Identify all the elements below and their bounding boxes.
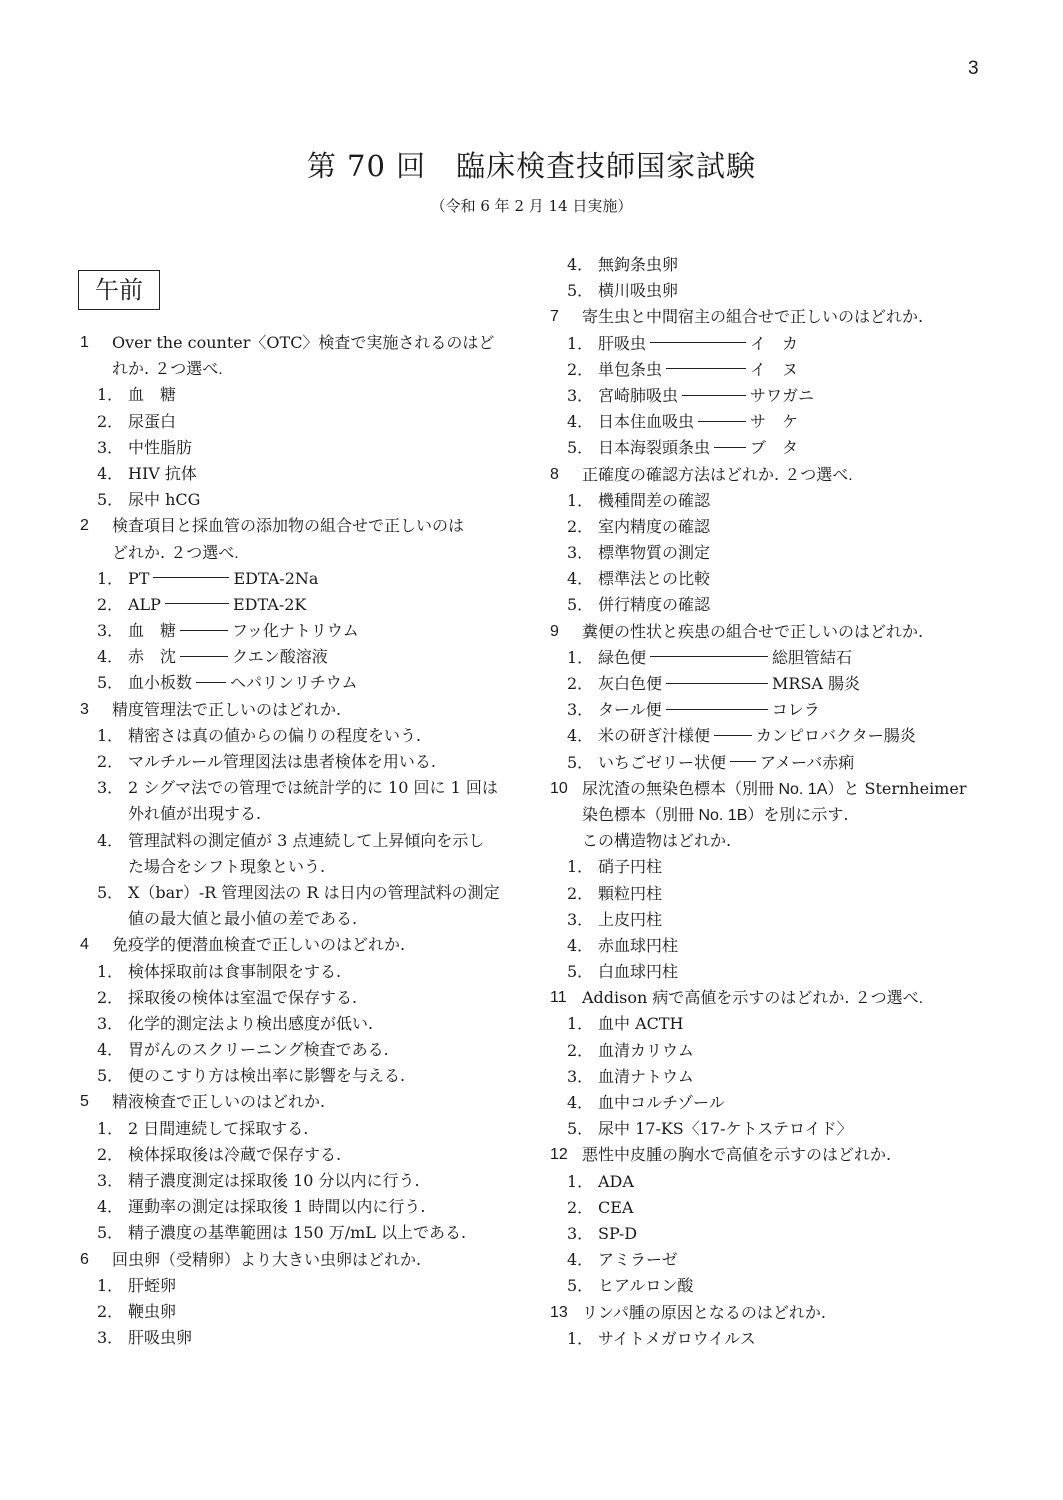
exam-date: （令和 6 年 2 月 14 日実施） [430, 197, 633, 215]
choice: 2． 顆粒円柱 [550, 881, 1000, 907]
pair-right: コレラ [771, 700, 820, 720]
question-text: 検査項目と採血管の添加物の組合せで正しいのは [112, 516, 465, 536]
choice-text: 運動率の測定は採取後 1 時間以内に行う. [128, 1197, 426, 1217]
choice: 1． ADA [550, 1169, 1000, 1195]
choice: 1． 2 日間連続して採取する. [80, 1116, 520, 1142]
question-number: 6 [80, 1250, 89, 1268]
pair-right: ブ タ [750, 438, 799, 458]
question-text: れか. [112, 359, 150, 379]
connector-line [165, 603, 229, 604]
choice: 2． 採取後の検体は室温で保存する. [80, 985, 520, 1011]
choice-text: 上皮円柱 [598, 909, 663, 929]
choice: 1． PT EDTA-2Na [80, 566, 520, 592]
choice-text: ADA [598, 1171, 634, 1191]
choice: 2． ALP EDTA-2K [80, 592, 520, 618]
choice: 5． 便のこすり方は検出率に影響を与える. [80, 1063, 520, 1089]
choice: 3． 化学的測定法より検出感度が低い. [80, 1011, 520, 1037]
choice-text: 血 糖 [128, 385, 177, 405]
choice: 5． 精子濃度の基準範囲は 150 万/mL 以上である. [80, 1220, 520, 1246]
question-number: 4 [80, 936, 89, 954]
pair-right: サワガニ [750, 385, 815, 405]
choice: 2． 灰白色便 MRSA 腸炎 [550, 671, 1000, 697]
choice-text: 管理試料の測定値が 3 点連続して上昇傾向を示し [128, 830, 485, 850]
choice-text: X（bar）-R 管理図法の R は日内の管理試料の測定 [128, 882, 500, 902]
choice: 1． 検体採取前は食事制限をする. [80, 959, 520, 985]
connector-line [730, 761, 756, 762]
choice-text: 2 シグマ法での管理では統計学的に 10 回に 1 回は [128, 778, 498, 798]
choice-text: SP-D [598, 1223, 638, 1243]
choice: 4． 日本住血吸虫 サ ケ [550, 409, 1000, 435]
choice: 4． 血中コルチゾール [550, 1090, 1000, 1116]
question-text: 正確度の確認方法はどれか. [582, 464, 780, 484]
question-number: 5 [80, 1093, 89, 1111]
right-column [550, 252, 1000, 1352]
choice: 3． 血清ナトウム [550, 1064, 1000, 1090]
choice-text: 血清カリウム [598, 1040, 694, 1060]
choice-text: 硝子円柱 [598, 857, 663, 877]
question-1 [80, 330, 520, 356]
choice-text: 無鉤条虫卵 [598, 255, 679, 274]
appendix-ref: 別冊 No. 1B [662, 806, 748, 824]
choice-text: 中性脂肪 [128, 437, 193, 457]
question-text: 回虫卵（受精卵）より大きい虫卵はどれか. [112, 1249, 422, 1269]
session-label: 午前 [78, 270, 160, 310]
question-8: 8 正確度の確認方法はどれか. ２つ選べ. [550, 462, 1000, 488]
select-two-instruction: ２つ選べ [784, 466, 849, 484]
question-12 [550, 1142, 1000, 1168]
question-text: この構造物はどれか. [582, 831, 732, 851]
connector-line [682, 395, 746, 396]
choice-text: 2 日間連続して採取する. [128, 1118, 309, 1138]
pair-right: サ ケ [750, 412, 799, 432]
choice-text: 赤血球円柱 [598, 935, 679, 955]
pair-right: イ カ [750, 333, 799, 353]
choice-text: ヒアルロン酸 [598, 1276, 694, 1296]
pair-right: アメーバ赤痢 [760, 752, 855, 772]
choice-text: 併行精度の確認 [598, 595, 711, 615]
connector-line [666, 368, 746, 369]
question-number: 8 [550, 465, 559, 483]
choice: 3． 宮崎肺吸虫 サワガニ [550, 383, 1000, 409]
choice: 5． 白血球円柱 [550, 959, 1000, 985]
choice: 3． 血 糖 フッ化ナトリウム [80, 618, 520, 644]
appendix-ref: 別冊 No. 1A [742, 780, 828, 798]
choice: 5． 横川吸虫卵 [550, 278, 1000, 304]
question-text-cont: れか. ２つ選べ. [112, 359, 223, 379]
question-text: Addison 病で高値を示すのはどれか. [582, 988, 850, 1008]
choice: 3． 上皮円柱 [550, 907, 1000, 933]
choice-text: 血清ナトウム [598, 1066, 694, 1086]
choice-text-cont: た場合をシフト現象という. [128, 856, 326, 876]
question-13 [550, 1300, 1000, 1326]
pair-left: ALP [128, 594, 161, 614]
question-2 [80, 513, 520, 539]
choice: 1． 精密さは真の値からの偏りの程度をいう. [80, 723, 520, 749]
pair-left: 血小板数 [128, 673, 193, 693]
choice: 2． 検体採取後は冷蔵で保存する. [80, 1142, 520, 1168]
question-text: どれか. [112, 542, 166, 562]
question-number: 10 [550, 779, 568, 797]
choice: 4． 米の研ぎ汁様便 カンピロバクター腸炎 [550, 723, 1000, 749]
question-number: 13 [550, 1303, 568, 1321]
choice: 1． 肝吸虫 イ カ [550, 331, 1000, 357]
pair-left: 単包条虫 [598, 359, 663, 379]
choice: 5． 日本海裂頭条虫 ブ タ [550, 435, 1000, 461]
connector-line [698, 421, 746, 422]
pair-left: 日本住血吸虫 [598, 412, 695, 432]
choice: 2． CEA [550, 1195, 1000, 1221]
choice-text: 肝蛭卵 [128, 1275, 177, 1295]
question-4 [80, 932, 520, 958]
pair-left: 血 糖 [128, 621, 177, 641]
choice-text: 尿中 17-KS〈17-ケトステロイド〉 [598, 1119, 853, 1139]
question-text: 染色標本（ [582, 804, 663, 824]
choice: 1． 肝蛭卵 [80, 1273, 520, 1299]
pair-left: 宮崎肺吸虫 [598, 385, 679, 405]
question-text-cont [550, 828, 1000, 854]
question-number: 12 [550, 1146, 568, 1164]
question-text-cont [550, 802, 1000, 828]
choice-text: 尿蛋白 [128, 411, 177, 431]
connector-line [666, 709, 768, 710]
left-column [80, 330, 520, 1351]
connector-line [714, 447, 746, 448]
pair-right: カンピロバクター腸炎 [756, 726, 916, 746]
choice: 1． 血中 ACTH [550, 1011, 1000, 1037]
pair-left: 灰白色便 [598, 674, 663, 693]
exam-title: 第 70 回 臨床検査技師国家試験 [306, 149, 757, 183]
choice: 3． 2 シグマ法での管理では統計学的に 10 回に 1 回は [80, 775, 520, 801]
question-10 [550, 776, 1000, 802]
pair-right: EDTA-2K [232, 594, 307, 614]
choice-text: 標準法との比較 [598, 569, 711, 589]
pair-right: ヘパリンリチウム [230, 673, 358, 693]
question-6 [80, 1247, 520, 1273]
choice: 2． 単包条虫 イ ヌ [550, 357, 1000, 383]
pair-right: EDTA-2Na [233, 568, 319, 588]
pair-left: 米の研ぎ汁様便 [598, 726, 711, 746]
choice-text: CEA [598, 1197, 634, 1217]
pair-left: いちごゼリー状便 [598, 752, 727, 772]
question-number: 11 [550, 989, 567, 1007]
choice-text: 鞭虫卵 [128, 1301, 177, 1321]
choice-text: アミラーゼ [598, 1250, 678, 1270]
choice-text: 胃がんのスクリーニング検査である. [128, 1040, 389, 1060]
choice-text: 検体採取前は食事制限をする. [128, 961, 342, 981]
select-two-instruction: ２つ選べ [170, 544, 235, 562]
choice: 2． 鞭虫卵 [80, 1299, 520, 1325]
question-number: 9 [550, 622, 559, 640]
question-text: ）と Sternheimer [827, 778, 967, 798]
choice: 5． 尿中 17-KS〈17-ケトステロイド〉 [550, 1116, 1000, 1142]
choice-text: 肝吸虫卵 [128, 1328, 193, 1348]
pair-right: フッ化ナトリウム [232, 621, 359, 641]
choice: 4． HIV 抗体 [80, 461, 520, 487]
question-number: 3 [80, 700, 89, 718]
choice-text: 室内精度の確認 [598, 516, 711, 536]
connector-line [196, 682, 226, 683]
choice: 1． 血 糖 [80, 382, 520, 408]
question-text: 糞便の性状と疾患の組合せで正しいのはどれか. [582, 621, 924, 641]
question-11: 11 Addison 病で高値を示すのはどれか. ２つ選べ. [550, 985, 1000, 1011]
pair-right: 総胆管結石 [772, 647, 853, 667]
question-number: 7 [550, 308, 559, 326]
choice: 1． 機種間差の確認 [550, 488, 1000, 514]
choice-text: 血中 ACTH [598, 1014, 684, 1034]
question-text: 尿沈渣の無染色標本（ [582, 778, 743, 798]
choice: 2． 尿蛋白 [80, 409, 520, 435]
question-text: ）を別に示す. [747, 804, 849, 824]
choice: 4． 無鉤条虫卵 [550, 252, 1000, 278]
question-9 [550, 619, 1000, 645]
connector-line [650, 656, 768, 657]
connector-line [650, 342, 746, 343]
choice-text: 精子濃度測定は採取後 10 分以内に行う. [128, 1171, 420, 1190]
choice: 3． 精子濃度測定は採取後 10 分以内に行う. [80, 1168, 520, 1194]
pair-left: タール便 [598, 700, 662, 720]
select-two-instruction: ２つ選べ [154, 361, 219, 379]
choice: 5． ヒアルロン酸 [550, 1273, 1000, 1299]
choice: 3． 標準物質の測定 [550, 540, 1000, 566]
choice-text: サイトメガロウイルス [598, 1328, 756, 1348]
select-two-instruction: ２つ選べ [854, 990, 919, 1008]
choice-text: 標準物質の測定 [598, 543, 711, 563]
choice: 1． サイトメガロウイルス [550, 1326, 1000, 1352]
question-text-cont: どれか. ２つ選べ. [112, 542, 239, 562]
choice: 5． 血小板数 ヘパリンリチウム [80, 670, 520, 696]
pair-left: 赤 沈 [128, 647, 177, 667]
choice-text: 精密さは真の値からの偏りの程度をいう. [128, 725, 422, 745]
page-number: 3 [968, 58, 979, 79]
question-text: リンパ腫の原因となるのはどれか. [582, 1302, 826, 1322]
choice-text: 精子濃度の基準範囲は 150 万/mL 以上である. [128, 1223, 467, 1243]
choice: 4． 標準法との比較 [550, 566, 1000, 592]
choice-text: HIV 抗体 [128, 463, 197, 483]
pair-left: 緑色便 [598, 647, 647, 667]
choice-text: 顆粒円柱 [598, 883, 663, 903]
choice: 4． 赤 沈 クエン酸溶液 [80, 644, 520, 670]
choice: 4． 赤血球円柱 [550, 933, 1000, 959]
question-text: 精液検査で正しいのはどれか. [112, 1092, 326, 1112]
pair-left: 肝吸虫 [598, 333, 647, 353]
choice-text-cont: 値の最大値と最小値の差である. [128, 909, 358, 929]
choice: 3． 中性脂肪 [80, 435, 520, 461]
choice: 1． 緑色便 総胆管結石 [550, 645, 1000, 671]
choice-text: 白血球円柱 [598, 962, 679, 982]
pair-right: MRSA 腸炎 [772, 674, 861, 693]
question-number: 2 [80, 517, 89, 535]
choice: 5． いちごゼリー状便 アメーバ赤痢 [550, 750, 1000, 776]
choice: 2． マルチルール管理図法は患者検体を用いる. [80, 749, 520, 775]
choice: 3． SP-D [550, 1221, 1000, 1247]
connector-line [153, 577, 229, 578]
choice: 3． タール便 コレラ [550, 697, 1000, 723]
choice: 4． 運動率の測定は採取後 1 時間以内に行う. [80, 1194, 520, 1220]
question-5 [80, 1089, 520, 1115]
question-text: Over the counter〈OTC〉検査で実施されるのはど [112, 333, 495, 352]
pair-left: 日本海裂頭条虫 [598, 438, 711, 458]
connector-line [714, 735, 752, 736]
connector-line [666, 683, 768, 684]
choice: 4． アミラーゼ [550, 1247, 1000, 1273]
choice-text: 尿中 hCG [128, 490, 201, 510]
question-text: 精度管理法で正しいのはどれか. [112, 699, 342, 719]
choice: 2． 血清カリウム [550, 1038, 1000, 1064]
connector-line [180, 656, 228, 657]
choice-text: 横川吸虫卵 [598, 281, 679, 301]
connector-line [180, 630, 228, 631]
question-text: 寄生虫と中間宿主の組合せで正しいのはどれか. [582, 307, 924, 327]
choice-text: 便のこすり方は検出率に影響を与える. [128, 1066, 406, 1086]
choice: 2． 室内精度の確認 [550, 514, 1000, 540]
pair-right: クエン酸溶液 [232, 647, 328, 667]
question-number: 1 [80, 334, 89, 351]
choice-text-cont: 外れ値が出現する. [128, 804, 262, 824]
question-7 [550, 304, 1000, 330]
question-text: 悪性中皮腫の胸水で高値を示すのはどれか. [582, 1145, 892, 1165]
choice-text: 化学的測定法より検出感度が低い. [128, 1013, 374, 1033]
choice: 5． 尿中 hCG [80, 487, 520, 513]
choice-text: 機種間差の確認 [598, 490, 711, 510]
choice: 4． 管理試料の測定値が 3 点連続して上昇傾向を示し [80, 828, 520, 854]
question-text: 免疫学的便潜血検査で正しいのはどれか. [112, 935, 406, 955]
choice: 3． 肝吸虫卵 [80, 1325, 520, 1351]
choice: 1． 硝子円柱 [550, 854, 1000, 880]
question-3 [80, 697, 520, 723]
pair-right: イ ヌ [750, 359, 799, 379]
choice-text: 検体採取後は冷蔵で保存する. [128, 1144, 342, 1164]
choice-text: マルチルール管理図法は患者検体を用いる. [128, 752, 436, 771]
choice: 5． 併行精度の確認 [550, 592, 1000, 618]
pair-left: PT [128, 568, 150, 588]
choice: 5． X（bar）-R 管理図法の R は日内の管理試料の測定 [80, 880, 520, 906]
choice: 4． 胃がんのスクリーニング検査である. [80, 1037, 520, 1063]
choice-text: 採取後の検体は室温で保存する. [128, 987, 358, 1007]
choice-text: 血中コルチゾール [598, 1093, 725, 1112]
